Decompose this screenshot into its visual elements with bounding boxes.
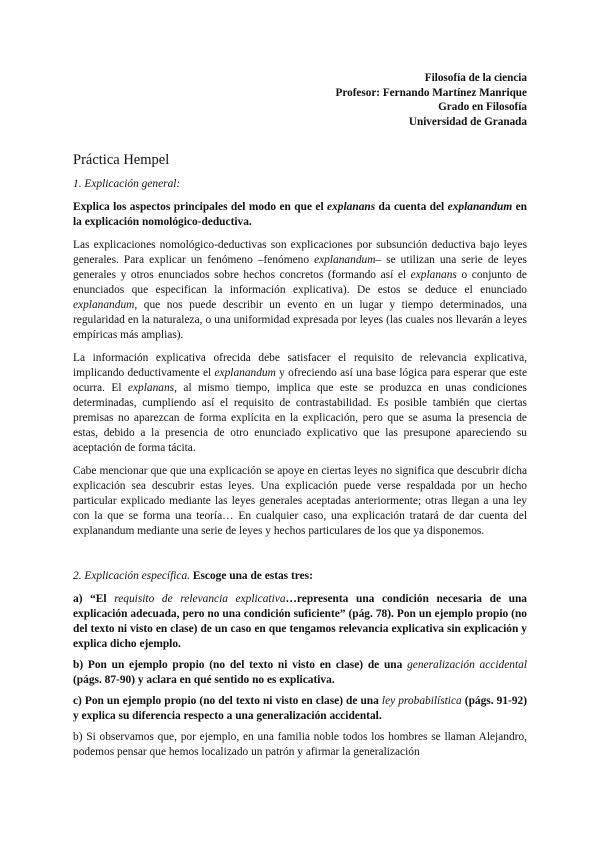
section1-heading: 1. Explicación general: (73, 178, 181, 190)
course-name: Filosofía de la ciencia (424, 72, 527, 84)
section-general-explanation (73, 177, 527, 539)
paragraph-2: La información explicativa ofrecida debe satisfacer el requisito de relevancia explicativa, implicando deductivamente el explanandum y ofreciendo así una base lógica para esperar que este ocurra. El explanans, al mismo tiempo, implica que este se produzca en unas condiciones determinadas, cumpliendo así el requisito de contrastabilidad. Es posible también que ciertas premisas no aparezcan de forma explícita en la explicación, pero que se asuma la presencia de estas, debido a la presencia de otro enunciado explicativo que las presupone apareciendo su aceptación de forma tácita. (73, 352, 527, 454)
paragraph-3: Cabe mencionar que que una explicación se apoye en ciertas leyes no significa que descubrir dicha explicación sea descubrir estas leyes. Una explicación puede verse respaldada por un hecho particular explicado mediante las leyes generales aceptadas anteriormente; otras llegan a una ley con la que se forma una teoría… En cualquier caso, una explicación tratará de dar cuenta del explanandum mediante una serie de leyes y hechos particulares de los que ya disponemos. (73, 465, 527, 537)
question-a: a) “El requisito de relevancia explicativa…representa una condición necesaria de una explicación adecuada, pero no una condición suficiente” (pág. 78). Pon un ejemplo propio (no del texto ni visto en clase) de un caso en que tengamos relevancia explicativa sin explicación y explica dicho ejemplo. (73, 593, 527, 650)
page-title: Práctica Hempel (73, 152, 170, 168)
question-c: c) Pon un ejemplo propio (no del texto ni visto en clase) de una ley probabilística (págs. 91-92) y explica su diferencia respecto a una generalización accidental. (73, 695, 527, 722)
paragraph-1: Las explicaciones nomológico-deductivas son explicaciones por subsunción deductiva bajo leyes generales. Para explicar un fenómeno –fenómeno explanandum– se utilizan una serie de leyes generales y otros enunciados sobre hechos concretos (formando así el explanans o conjunto de enunciados que especifican la información explicativa). De estos se deduce el enunciado explanandum, que nos puede describir un evento en un lugar y tiempo determinados, una regularidad en la naturaleza, o una uniformidad expresada por leyes (las cuales nos llevarán a leyes empíricas más amplias). (73, 239, 527, 341)
question-b: b) Pon un ejemplo propio (no del texto ni visto en clase) de una generalización accidental (págs. 87-90) y aclara en qué sentido no es explicativa. (73, 659, 527, 686)
university-name: Universidad de Granada (408, 115, 527, 128)
professor-name: Profesor: Fernando Martínez Manrique (335, 86, 527, 99)
answer-paragraph: b) Si observamos que, por ejemplo, en una familia noble todos los hombres se llaman Alejandro, podemos pensar que hemos localizado un patrón y afirmar la generalización (73, 731, 527, 758)
document-header (336, 71, 528, 129)
section1-prompt: Explica los aspectos principales del modo en que el explanans da cuenta del explanandum en la explicación nomológico-deductiva. (73, 201, 527, 228)
section-specific-explanation (73, 569, 527, 760)
degree-name: Grado en Filosofía (438, 101, 527, 114)
section2-heading: 2. Explicación específica. Escoge una de estas tres: (73, 570, 313, 582)
